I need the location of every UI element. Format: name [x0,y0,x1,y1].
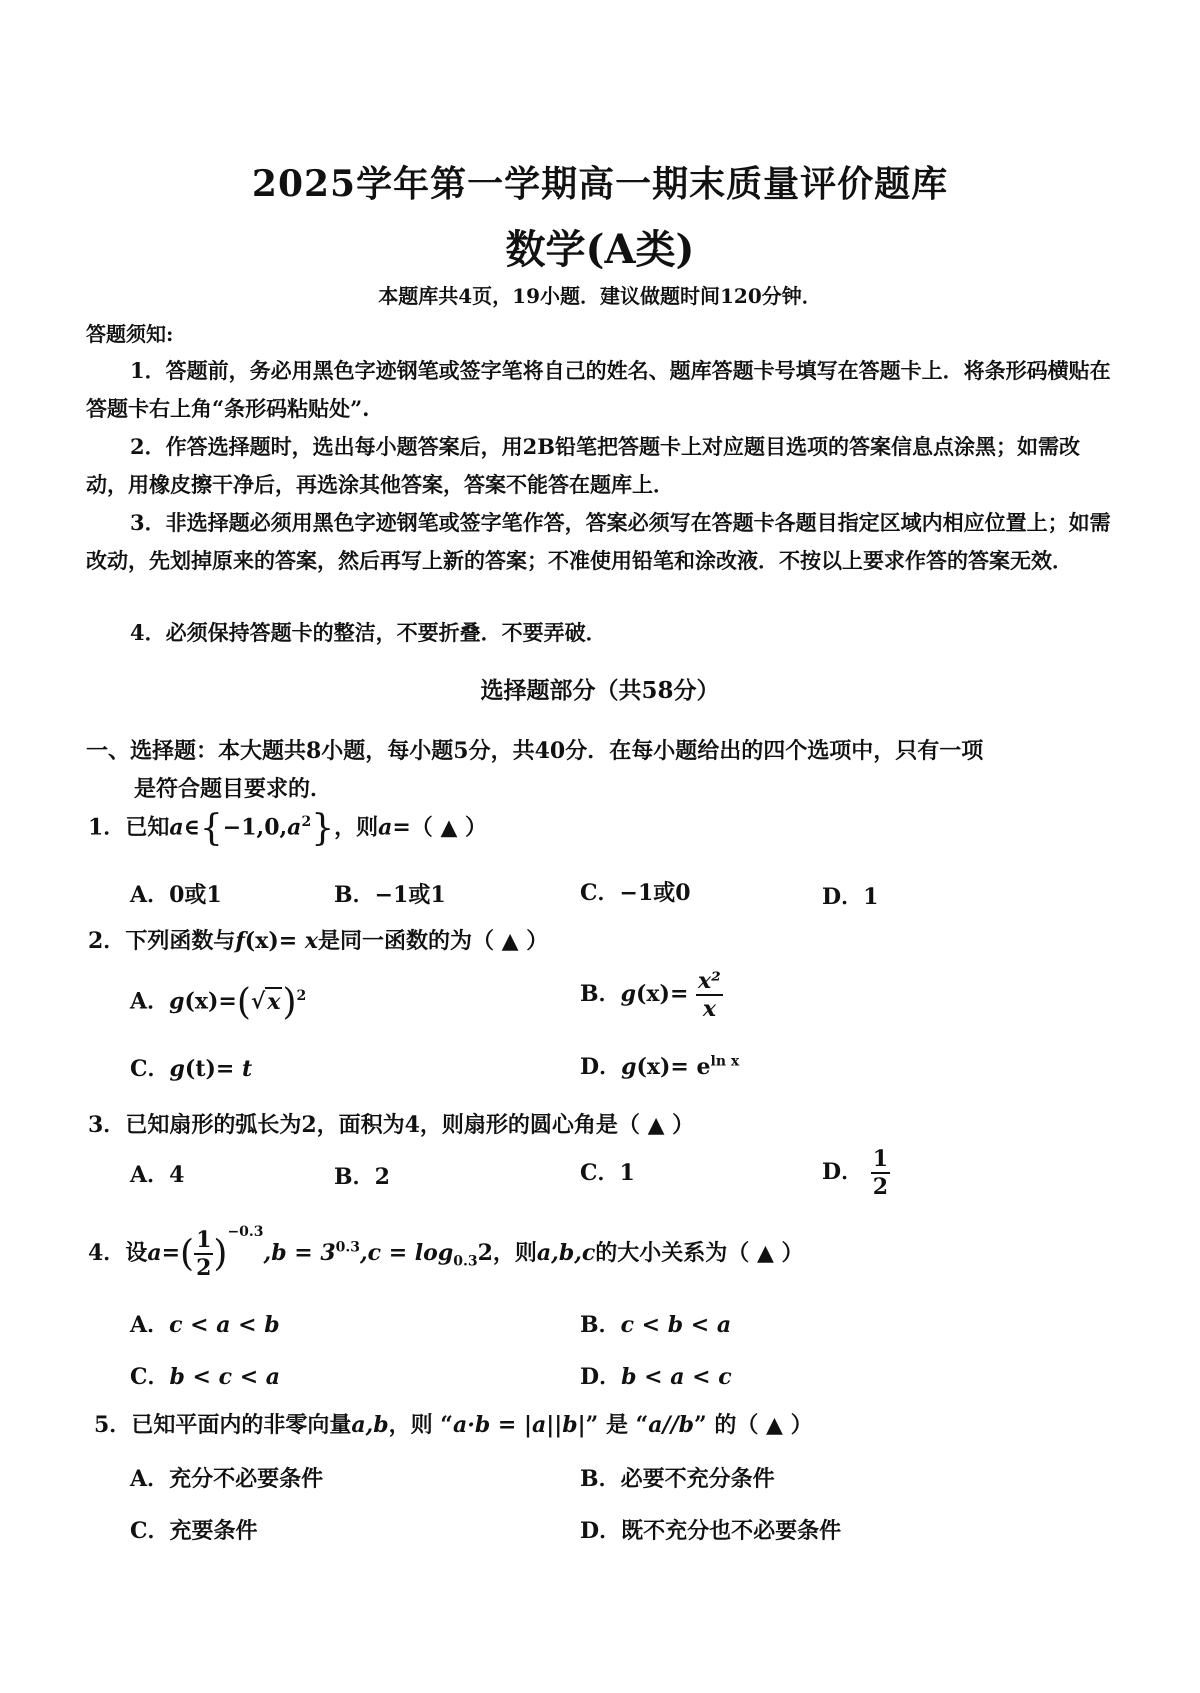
q1-option-a: A．0或1 [130,882,222,908]
exam-subject: 数学(A类) [505,226,695,273]
q4-option-d: D．b < a < c [580,1364,732,1390]
notice-item-1: 1．答题前，务必用黑色字迹钢笔或签字笔将自己的姓名、题库答题卡号填写在答题卡上．将条形码横贴在答题卡右上角“条形码粘贴处”. [86,358,1111,421]
notice-item-2: 2．作答选择题时，选出每小题答案后，用2B铅笔把答题卡上对应题目选项的答案信息点涂黑；如需改动，用橡皮擦干净后，再选涂其他答案，答案不能答在题库上． [86,434,1080,497]
q2-option-c: C．g(t)= t [130,1056,253,1082]
q2-option-d: D．$g(x)= e^{ln x}$ [580,1053,740,1080]
q3-option-a: A．4 [130,1162,185,1188]
q4-option-c: C．b < c < a [130,1364,281,1390]
part-heading: 一、选择题：本大题共8小题，每小题5分，共40分．在每小题给出的四个选项中，只有一项 是符合题目要求的． [86,738,984,802]
question-1: 1．已知$a\in\{-1,0,a^2\}$，则a=（ ▲ ） [88,808,488,849]
q3-d-fraction: $\frac{1}{2}$ [872,1146,889,1200]
q3-option-b: B．2 [334,1164,390,1190]
q5-option-b: B．必要不充分条件 [580,1466,775,1492]
q2-option-a: A．$g(x)=(√x)^2$ [130,982,307,1023]
q2-b-fraction: $\frac{\text{x²}}{x}$ [698,968,721,1022]
q1-option-d: D．1 [822,884,879,910]
question-3: 3．已知扇形的弧长为2，面积为4，则扇形的圆心角是（ ▲ ） [88,1112,695,1138]
exam-info: 本题库共4页，19小题．建议做题时间120分钟． [378,284,822,308]
q5-option-c: C．充要条件 [130,1518,258,1544]
q2-option-b: B．g(x)= $\frac{\text{x²}}{x}$ [580,968,721,1022]
notice-title: 答题须知: [86,322,174,346]
q4-option-a: A．c < a < b [130,1312,280,1338]
q1-option-c: C．−1或0 [580,880,691,906]
notice-item-3: 3．非选择题必须用黑色字迹钢笔或签字笔作答，答案必须写在答题卡各题目指定区域内相应位置上；如需改动，先划掉原来的答案，然后再写上新的答案；不准使用铅笔和涂改液．不按以上要求作答的答案无效． [86,510,1111,573]
q1-option-b: B．−1或1 [334,882,446,908]
q3-option-d: D． $\frac{1}{2}$ [822,1146,889,1200]
section-title: 选择题部分（共58分） [480,677,720,704]
q5-option-d: D．既不充分也不必要条件 [580,1518,842,1544]
notice-item-4: 4．必须保持答题卡的整洁，不要折叠．不要弄破． [130,620,607,645]
q5-option-a: A．充分不必要条件 [130,1466,324,1492]
q3-option-c: C．1 [580,1160,635,1186]
exam-title: 2025学年第一学期高一期末质量评价题库 [251,163,949,205]
question-5: 5．已知平面内的非零向量a,b，则 “a·b = |a||b|” 是 “a//b” 的（ ▲ ） [94,1412,813,1438]
question-4: 4．设a=( $\frac{1}{2}$ )$^{-0.3},b = 3^{0.3},c = \log_{0.3}2$，则a,b,c的大小关系为（ ▲ ） [88,1224,804,1281]
q4-option-b: B．c < b < a [580,1312,732,1338]
question-2: 2．下列函数与f(x)= x是同一函数的为（ ▲ ） [88,928,549,954]
q4-half-fraction: $\frac{1}{2}$ [196,1227,212,1281]
